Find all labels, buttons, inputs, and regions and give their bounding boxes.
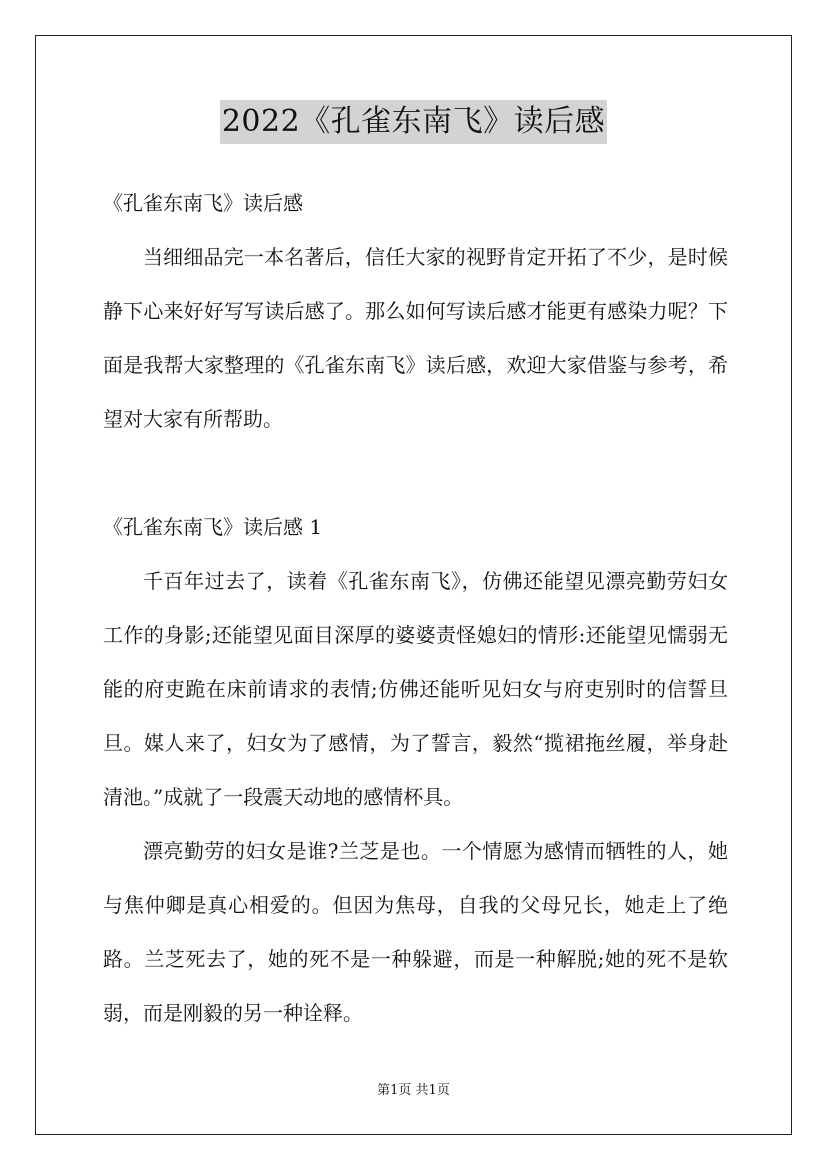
document-title: 2022《孔雀东南飞》读后感 bbox=[220, 100, 607, 144]
intro-heading: 《孔雀东南飞》读后感 bbox=[103, 191, 303, 215]
intro-paragraph: 当细细品完一本名著后，信任大家的视野肯定开拓了不少，是时候静下心来好好写写读后感了。那么如何写读后感才能更有感染力呢？下面是我帮大家整理的《孔雀东南飞》读后感，欢迎大家借鉴与参考，希望对大家有所帮助。 bbox=[103, 245, 728, 431]
section-spacer bbox=[103, 446, 728, 500]
page-footer bbox=[0, 1081, 827, 1101]
document-body bbox=[103, 176, 728, 1040]
body-paragraph-2: 漂亮勤劳的妇女是谁?兰芝是也。一个情愿为感情而牺牲的人，她与焦仲卿是真心相爱的。但因为焦母，自我的父母兄长，她走上了绝路。兰芝死去了，她的死不是一种躲避，而是一种解脱;她的死不是软弱，而是刚毅的另一种诠释。 bbox=[103, 839, 728, 1025]
page-number: 第1页 共1页 bbox=[377, 1083, 450, 1098]
title-container bbox=[0, 100, 827, 144]
section-heading: 《孔雀东南飞》读后感 1 bbox=[103, 515, 323, 539]
body-paragraph-1: 千百年过去了，读着《孔雀东南飞》，仿佛还能望见漂亮勤劳妇女工作的身影;还能望见面目深厚的婆婆责怪媳妇的情形:还能望见懦弱无能的府吏跪在床前请求的表情;仿佛还能听见妇女与府吏别时的信誓旦旦。媒人来了，妇女为了感情，为了誓言，毅然“揽裙拖丝履，举身赴清池。”成就了一段震天动地的感情杯具。 bbox=[103, 569, 728, 809]
